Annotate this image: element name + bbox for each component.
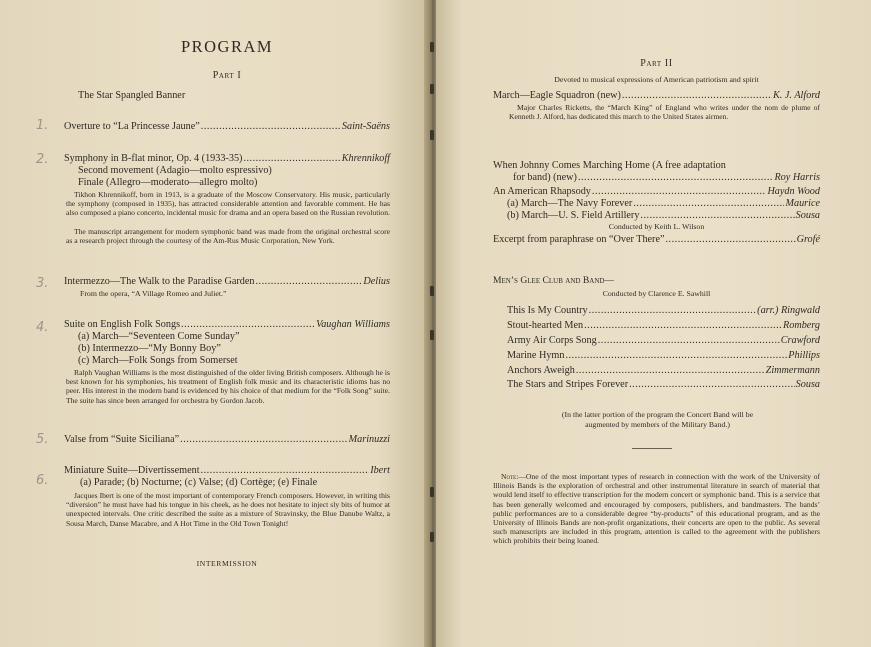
movement: (a) Parade; (b) Nocturne; (c) Valse; (d) Cortège; (e) Finale	[80, 477, 318, 488]
binding-stitch	[430, 532, 434, 542]
composer: K. J. Alford	[773, 90, 820, 101]
piece-title: Intermezzo—The Walk to the Paradise Garden	[64, 276, 255, 287]
leader-dots	[256, 276, 363, 288]
augmentation-note: (In the latter portion of the program the Concert Band will be augmented by members of the Military Band.)	[561, 410, 754, 429]
leader-dots	[666, 234, 796, 246]
piece-title: Suite on English Folk Songs	[64, 319, 181, 330]
program-note: Jacques Ibert is one of the most important of contemporary French composers. However, in writing this “diversion” he must have had his tongue in his cheek, as he does not hesitate to inject sly bits of humor at unexpected intervals. One critic described the suite as a mixture of Stravinsky, the Blue Danube Waltz, a Sousa March, Danse Macabre, and A Hot Time in the Old Town Tonight!	[66, 491, 390, 528]
piece-title: Anchors Aweigh	[507, 365, 575, 376]
composer: Crawford	[780, 335, 820, 346]
movement: (c) March—Folk Songs from Somerset	[78, 355, 238, 366]
note-body: —One of the most important types of research in connection with the work of the University of Illinois Bands is the exploration of orchestral and other instrumental literature in search of material that would lend itself to effective transcription for the modern concert or symphonic band. This is a service that has been generally welcomed and encouraged by composers, publishers, and bandmasters. The bands’ public performances are to a considerable degree “by-products” of this educational program, and as the University of Illinois Bands are non-profit organizations, their concerts are open to the public. As several such manuscripts are included in this program, attention is called to the agreement with the publishers which prohibits their being loaned.	[493, 472, 820, 546]
program-note: Major Charles Ricketts, the “March King” of England who writes under the nom de plume of Kenneth J. Alford, has dedicated this march to the United States airmen.	[509, 103, 820, 122]
leader-dots	[181, 319, 315, 331]
movement: (b) Intermezzo—“My Bonny Boy”	[78, 343, 221, 354]
left-page	[0, 0, 428, 647]
program-item	[507, 305, 820, 317]
program-note: From the opera, “A Village Romeo and Juliet.”	[80, 289, 227, 298]
piece-title: Symphony in B-flat minor, Op. 4 (1933-35)	[64, 153, 243, 164]
composer: Grofé	[796, 234, 820, 245]
handwritten-number: 2.	[36, 152, 49, 167]
part-two-heading: Part II	[640, 58, 673, 69]
composer: Delius	[363, 276, 390, 287]
program-item	[507, 350, 820, 362]
piece-title: The Stars and Stripes Forever	[507, 379, 629, 390]
program-item	[64, 276, 390, 288]
program-item	[507, 198, 820, 210]
binding-stitch	[430, 330, 434, 340]
program-note: Ralph Vaughan Williams is the most distinguished of the older living British composers. Although he is best known for his symphonies, his treatment of English folk music and its characteristic idioms has no peer. His interest in the modern band is evidenced by his choice of that medium for the “Folk Song” suite. The suite has since been arranged for orchestra by Gordon Jacob.	[66, 368, 390, 405]
leader-dots	[629, 379, 795, 391]
composer: Khrennikoff	[341, 153, 390, 164]
leader-dots	[576, 365, 765, 377]
research-note	[493, 472, 820, 546]
movement: Finale (Allegro—moderato—allegro molto)	[78, 177, 258, 188]
piece-title: Miniature Suite—Divertissement	[64, 465, 200, 476]
leader-dots	[640, 210, 794, 222]
program-item	[493, 90, 820, 102]
program-item	[513, 172, 820, 184]
movement: Second movement (Adagio—molto espressivo)	[78, 165, 272, 176]
leader-dots	[622, 90, 772, 102]
leader-dots	[633, 198, 784, 210]
binding-stitch	[430, 42, 434, 52]
composer: Zimmermann	[765, 365, 820, 376]
intermission: INTERMISSION	[196, 559, 258, 568]
leader-dots	[592, 186, 767, 198]
program-item	[64, 121, 390, 133]
glee-club-heading: Men’s Glee Club and Band—	[493, 275, 615, 286]
piece-title: (a) March—The Navy Forever	[507, 198, 633, 209]
program-item	[64, 153, 390, 165]
handwritten-number: 4.	[36, 320, 49, 335]
program-note: Tikhon Khrennikoff, born in 1913, is a graduate of the Moscow Conservatory. His music, particularly the symphony (composed in 1935), has attracted considerable attention and favorable comment. He has also composed a piano concerto, incidental music for drama and an opera based on the Russian revolution.	[66, 190, 390, 218]
handwritten-number: 3.	[36, 276, 49, 291]
handwritten-number: 5.	[36, 432, 49, 447]
leader-dots	[589, 305, 757, 317]
leader-dots	[201, 465, 370, 477]
note-label: Note:	[501, 472, 519, 481]
piece-title: Overture to “La Princesse Jaune”	[64, 121, 200, 132]
leader-dots	[201, 121, 341, 133]
piece-title: (b) March—U. S. Field Artillery	[507, 210, 640, 221]
conductor-credit: Conducted by Keith L. Wilson	[608, 222, 705, 231]
leader-dots	[565, 350, 787, 362]
piece-title-cont: for band) (new)	[513, 172, 577, 183]
binding-stitch	[430, 130, 434, 140]
leader-dots	[584, 320, 782, 332]
leader-dots	[243, 153, 340, 165]
piece-title: This Is My Country	[507, 305, 588, 316]
leader-dots	[598, 335, 780, 347]
program-item	[64, 465, 390, 477]
piece-title: March—Eagle Squadron (new)	[493, 90, 621, 101]
part-one-heading: Part I	[212, 70, 242, 81]
piece-title: Valse from “Suite Siciliana”	[64, 434, 180, 445]
program-item	[507, 379, 820, 391]
binding-stitch	[430, 487, 434, 497]
composer: Roy Harris	[774, 172, 820, 183]
conductor-credit: Conducted by Clarence E. Sawhill	[602, 289, 711, 298]
anthem: The Star Spangled Banner	[78, 90, 186, 101]
program-item	[507, 365, 820, 377]
program-item	[493, 234, 820, 246]
composer: Phillips	[788, 350, 820, 361]
composer: Marinuzzi	[348, 434, 390, 445]
composer: Vaughan Williams	[316, 319, 390, 330]
program-item	[507, 210, 820, 222]
composer: Sousa	[795, 210, 820, 221]
piece-title: Army Air Corps Song	[507, 335, 597, 346]
handwritten-number: 1.	[36, 118, 49, 133]
right-page	[436, 0, 871, 647]
program-item	[64, 434, 390, 446]
page-title: PROGRAM	[180, 37, 274, 56]
program-note: The manuscript arrangement for modern symphonic band was made from the original orchestral score as a research project through the courtesy of the Am-Rus Music Corporation, New York.	[66, 227, 390, 246]
composer: Saint-Saëns	[341, 121, 390, 132]
composer: Haydn Wood	[767, 186, 820, 197]
composer: (arr.) Ringwald	[757, 305, 820, 316]
program-item	[64, 319, 390, 331]
piece-title: Stout-hearted Men	[507, 320, 584, 331]
piece-title: An American Rhapsody	[493, 186, 591, 197]
binding-stitch	[430, 84, 434, 94]
handwritten-number: 6.	[36, 473, 49, 488]
part-two-subtitle: Devoted to musical expressions of American patriotism and spirit	[554, 75, 759, 84]
program-item	[507, 320, 820, 332]
section-divider	[632, 448, 672, 449]
program-item	[507, 335, 820, 347]
binding-stitch	[430, 286, 434, 296]
leader-dots	[578, 172, 774, 184]
composer: Sousa	[795, 379, 820, 390]
piece-title: Excerpt from paraphrase on “Over There”	[493, 234, 665, 245]
piece-title: When Johnny Comes Marching Home (A free adaptation	[493, 160, 726, 171]
movement: (a) March—“Seventeen Come Sunday”	[78, 331, 240, 342]
composer: Romberg	[783, 320, 820, 331]
leader-dots	[180, 434, 348, 446]
composer: Ibert	[370, 465, 390, 476]
program-item	[493, 186, 820, 198]
piece-title: Marine Hymn	[507, 350, 565, 361]
composer: Maurice	[785, 198, 820, 209]
